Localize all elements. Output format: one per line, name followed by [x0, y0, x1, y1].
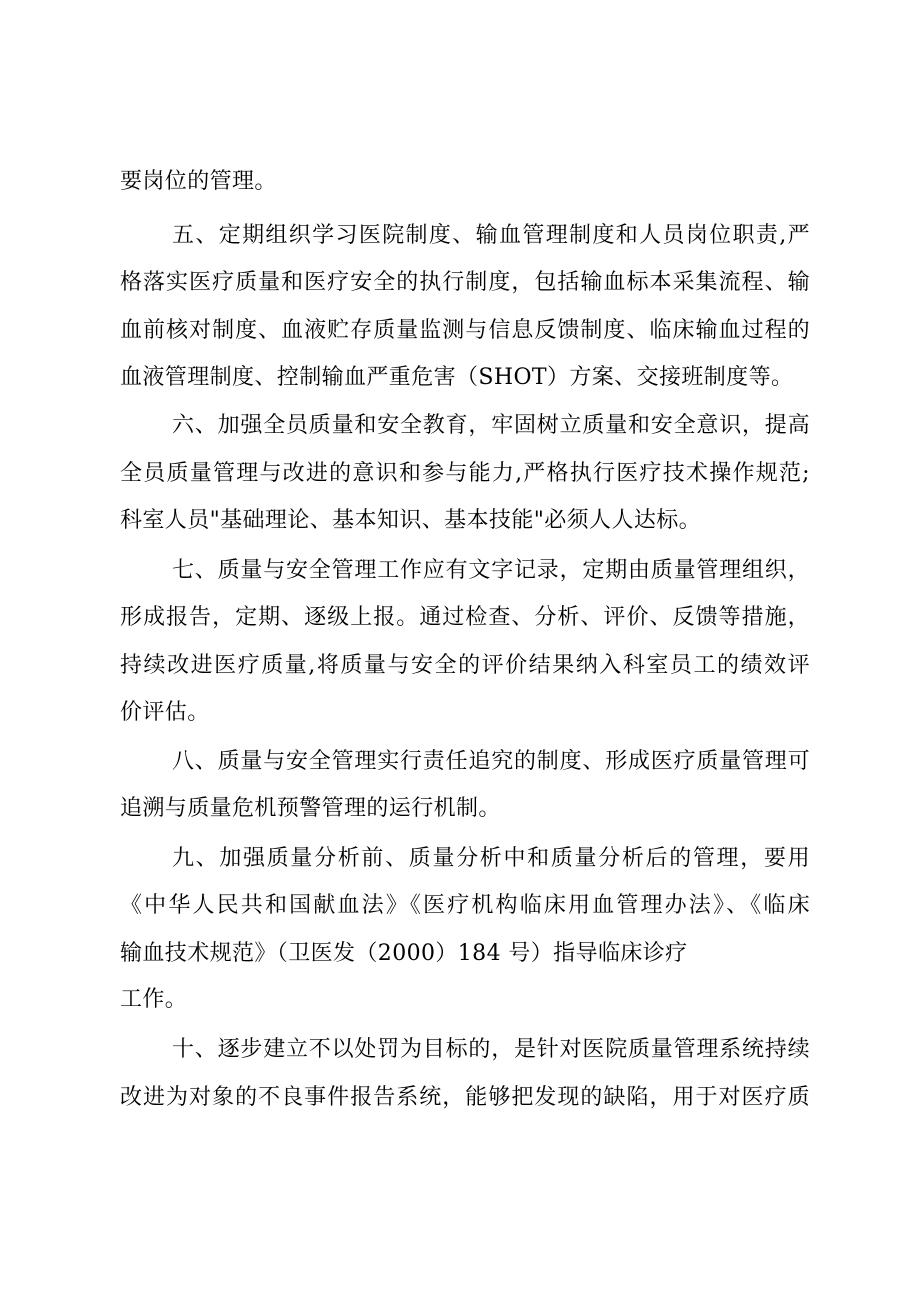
text-line: 全员质量管理与改进的意识和参与能力,严格执行医疗技术操作规范;	[120, 461, 810, 486]
text-line: 追溯与质量危机预警管理的运行机制。	[120, 796, 501, 821]
text-line: 七、质量与安全管理工作应有文字记录，定期由质量管理组织，	[172, 558, 810, 583]
text-line: 科室人员"基础理论、基本知识、基本技能"必须人人达标。	[120, 508, 702, 533]
text-line: 价评估。	[120, 700, 210, 725]
text-line: 九、加强质量分析前、质量分析中和质量分析后的管理，要用	[172, 846, 810, 871]
text-line: 改进为对象的不良事件报告系统，能够把发现的缺陷，用于对医疗质	[120, 1085, 810, 1110]
text-line: 形成报告，定期、逐级上报。通过检查、分析、评价、反馈等措施，	[120, 605, 810, 630]
text-line: 格落实医疗质量和医疗安全的执行制度，包括输血标本采集流程、输	[120, 270, 810, 295]
text-line: 血前核对制度、血液贮存质量监测与信息反馈制度、临床输血过程的	[120, 318, 810, 343]
text-line: 《中华人民共和国献血法》《医疗机构临床用血管理办法》、《临床	[120, 893, 810, 918]
text-line: 十、逐步建立不以处罚为目标的，是针对医院质量管理系统持续	[172, 1037, 810, 1062]
text-line: 血液管理制度、控制输血严重危害（SHOT）方案、交接班制度等。	[120, 365, 794, 390]
text-line: 八、质量与安全管理实行责任追究的制度、形成医疗质量管理可	[172, 749, 810, 774]
text-line: 持续改进医疗质量,将质量与安全的评价结果纳入科室员工的绩效评	[120, 653, 810, 678]
text-line: 六、加强全员质量和安全教育，牢固树立质量和安全意识，提高	[172, 413, 810, 438]
text-line: 工作。	[120, 987, 188, 1012]
text-line: 要岗位的管理。	[120, 169, 277, 194]
text-line: 五、定期组织学习医院制度、输血管理制度和人员岗位职责,严	[172, 223, 810, 248]
text-line: 输血技术规范》（卫医发（2000）184 号）指导临床诊疗	[120, 941, 688, 966]
